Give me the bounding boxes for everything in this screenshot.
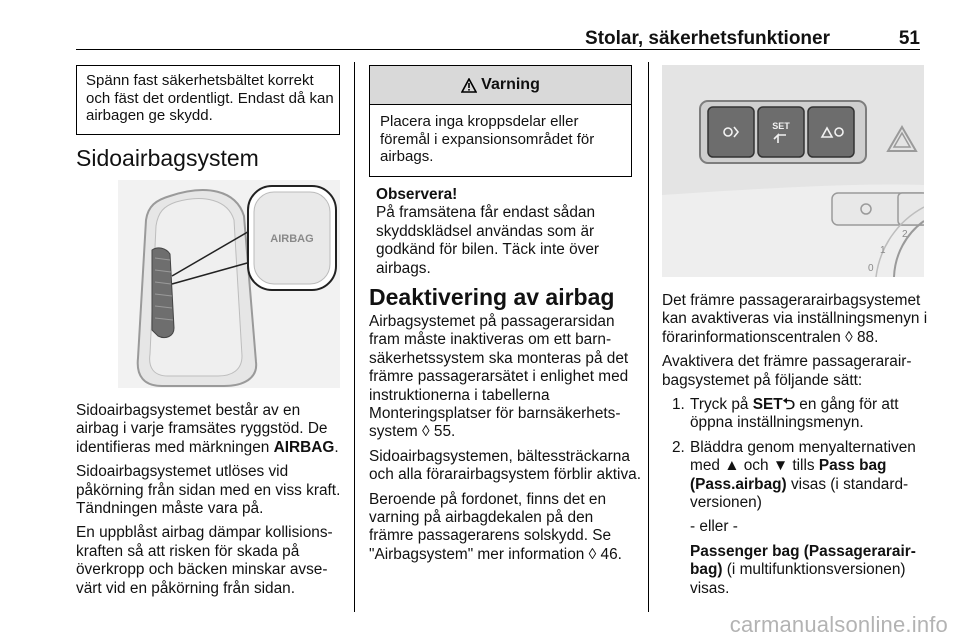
- dashboard-buttons-figure: [662, 65, 924, 277]
- dial-label-1: 1: [880, 245, 886, 256]
- observe-note-body: På framsätena får endast sådan skyddsklädsel användas som är godkänd för bilen. Täck inte över airbags.: [376, 204, 600, 277]
- watermark: carmanualsonline.info: [729, 612, 948, 637]
- step-text: Tryck på SET⮌ en gång för att öppna inställningsmenyn.: [690, 396, 899, 432]
- deactivation-paragraph-1: Airbagsystemet på passagerarsidan fram måste inaktiveras om ett barnsäkerhetssystem ska monteras på det främre passagerarsätet i enlighet med instruktionerna i tabellerna Monteringsplatser för barnsäkerhetssystem ◊ 55.: [369, 313, 629, 441]
- passenger-bag-label: Passenger bag (Passagerarairbag): [690, 542, 916, 579]
- deactivation-paragraph-3: Beroende på fordonet, finns det en varning på airbagdekalen på den främre passagerarens solskydd. Se "Airbagsystem" mer information ◊ 46.: [369, 490, 622, 563]
- section-title-deactivation: Deaktivering av airbag: [369, 284, 615, 310]
- airbag-marking: AIRBAG: [273, 438, 335, 456]
- warning-body: Placera inga kroppsdelar eller föremål i expansionsområdet för airbags.: [380, 113, 595, 165]
- side-airbag-paragraph-2: Sidoairbagsystemet utlöses vid påkörning från sidan med en viss kraft. Tändningen måste vara på.: [76, 463, 341, 518]
- column-divider-1: [354, 62, 355, 612]
- deactivation-steps-intro: Avaktivera det främre passagerarairbagsystemet på följande sätt:: [662, 353, 912, 389]
- seat-airbag-figure: [118, 180, 340, 388]
- side-airbag-paragraph-3: En uppblåst airbag dämpar kollisionskraften så att risken för skada på överkropp och bäcken minskar avsevärt vid en påkörning från sidan.: [76, 524, 333, 597]
- set-button-label: SET: [772, 121, 790, 131]
- set-key-label: SET⮌: [752, 396, 795, 414]
- col2-body: [369, 313, 641, 570]
- observe-note: [376, 186, 634, 278]
- running-header-title: Stolar, säkerhetsfunktioner: [585, 28, 830, 49]
- section-title-side-airbag: Sidoairbagsystem: [76, 145, 259, 171]
- step-1: [672, 396, 930, 433]
- alternative-text: Passenger bag (Passagerarairbag) (i multifunktionsversionen) visas.: [690, 542, 916, 597]
- warning-title: Varning: [481, 76, 540, 93]
- step-2: [672, 439, 930, 604]
- page-number: 51: [898, 28, 920, 49]
- airbag-label-text: AIRBAG: [270, 233, 314, 245]
- deactivation-menu-paragraph: Det främre passagerarairbagsystemet kan avaktiveras via inställningsmenyn i förarinformationscentralen ◊ 88.: [662, 292, 928, 346]
- dial-label-2: 2: [902, 229, 908, 240]
- observe-note-title: Observera!: [376, 186, 458, 203]
- side-airbag-paragraph-1: Sidoairbagsystemet består av en airbag i varje framsätes ryggstöd. De identifieras med märkningen AIRBAG.: [76, 402, 339, 456]
- step-number: 2.: [672, 438, 685, 456]
- warning-triangle-icon: [461, 78, 477, 93]
- header-rule: [76, 49, 920, 50]
- col1-body: [76, 402, 344, 604]
- warning-header: [370, 66, 631, 105]
- col3-body: [662, 292, 930, 610]
- deactivation-paragraph-2: Sidoairbagsystemen, bältessträckarna och alla förarairbagsystem förblir aktiva.: [369, 447, 642, 484]
- step-text: Bläddra genom menyalternativen med ▲ och ▼ tills Pass bag (Pass.airbag) visas (i standardversionen) - eller - Passenger bag (Passagerarairbag) (i multifunktionsversionen) visas.: [690, 439, 930, 604]
- column-divider-2: [648, 62, 649, 612]
- seatbelt-note-box: Spänn fast säkerhetsbältet korrekt och fäst det ordentligt. Endast då kan airbagen ge skydd.: [76, 65, 340, 135]
- pass-bag-label: Pass bag (Pass.airbag): [690, 457, 887, 493]
- alternative-separator: - eller -: [690, 518, 738, 536]
- dial-label-0: 0: [868, 263, 874, 274]
- warning-box: [369, 65, 632, 177]
- step-number: 1.: [672, 396, 685, 414]
